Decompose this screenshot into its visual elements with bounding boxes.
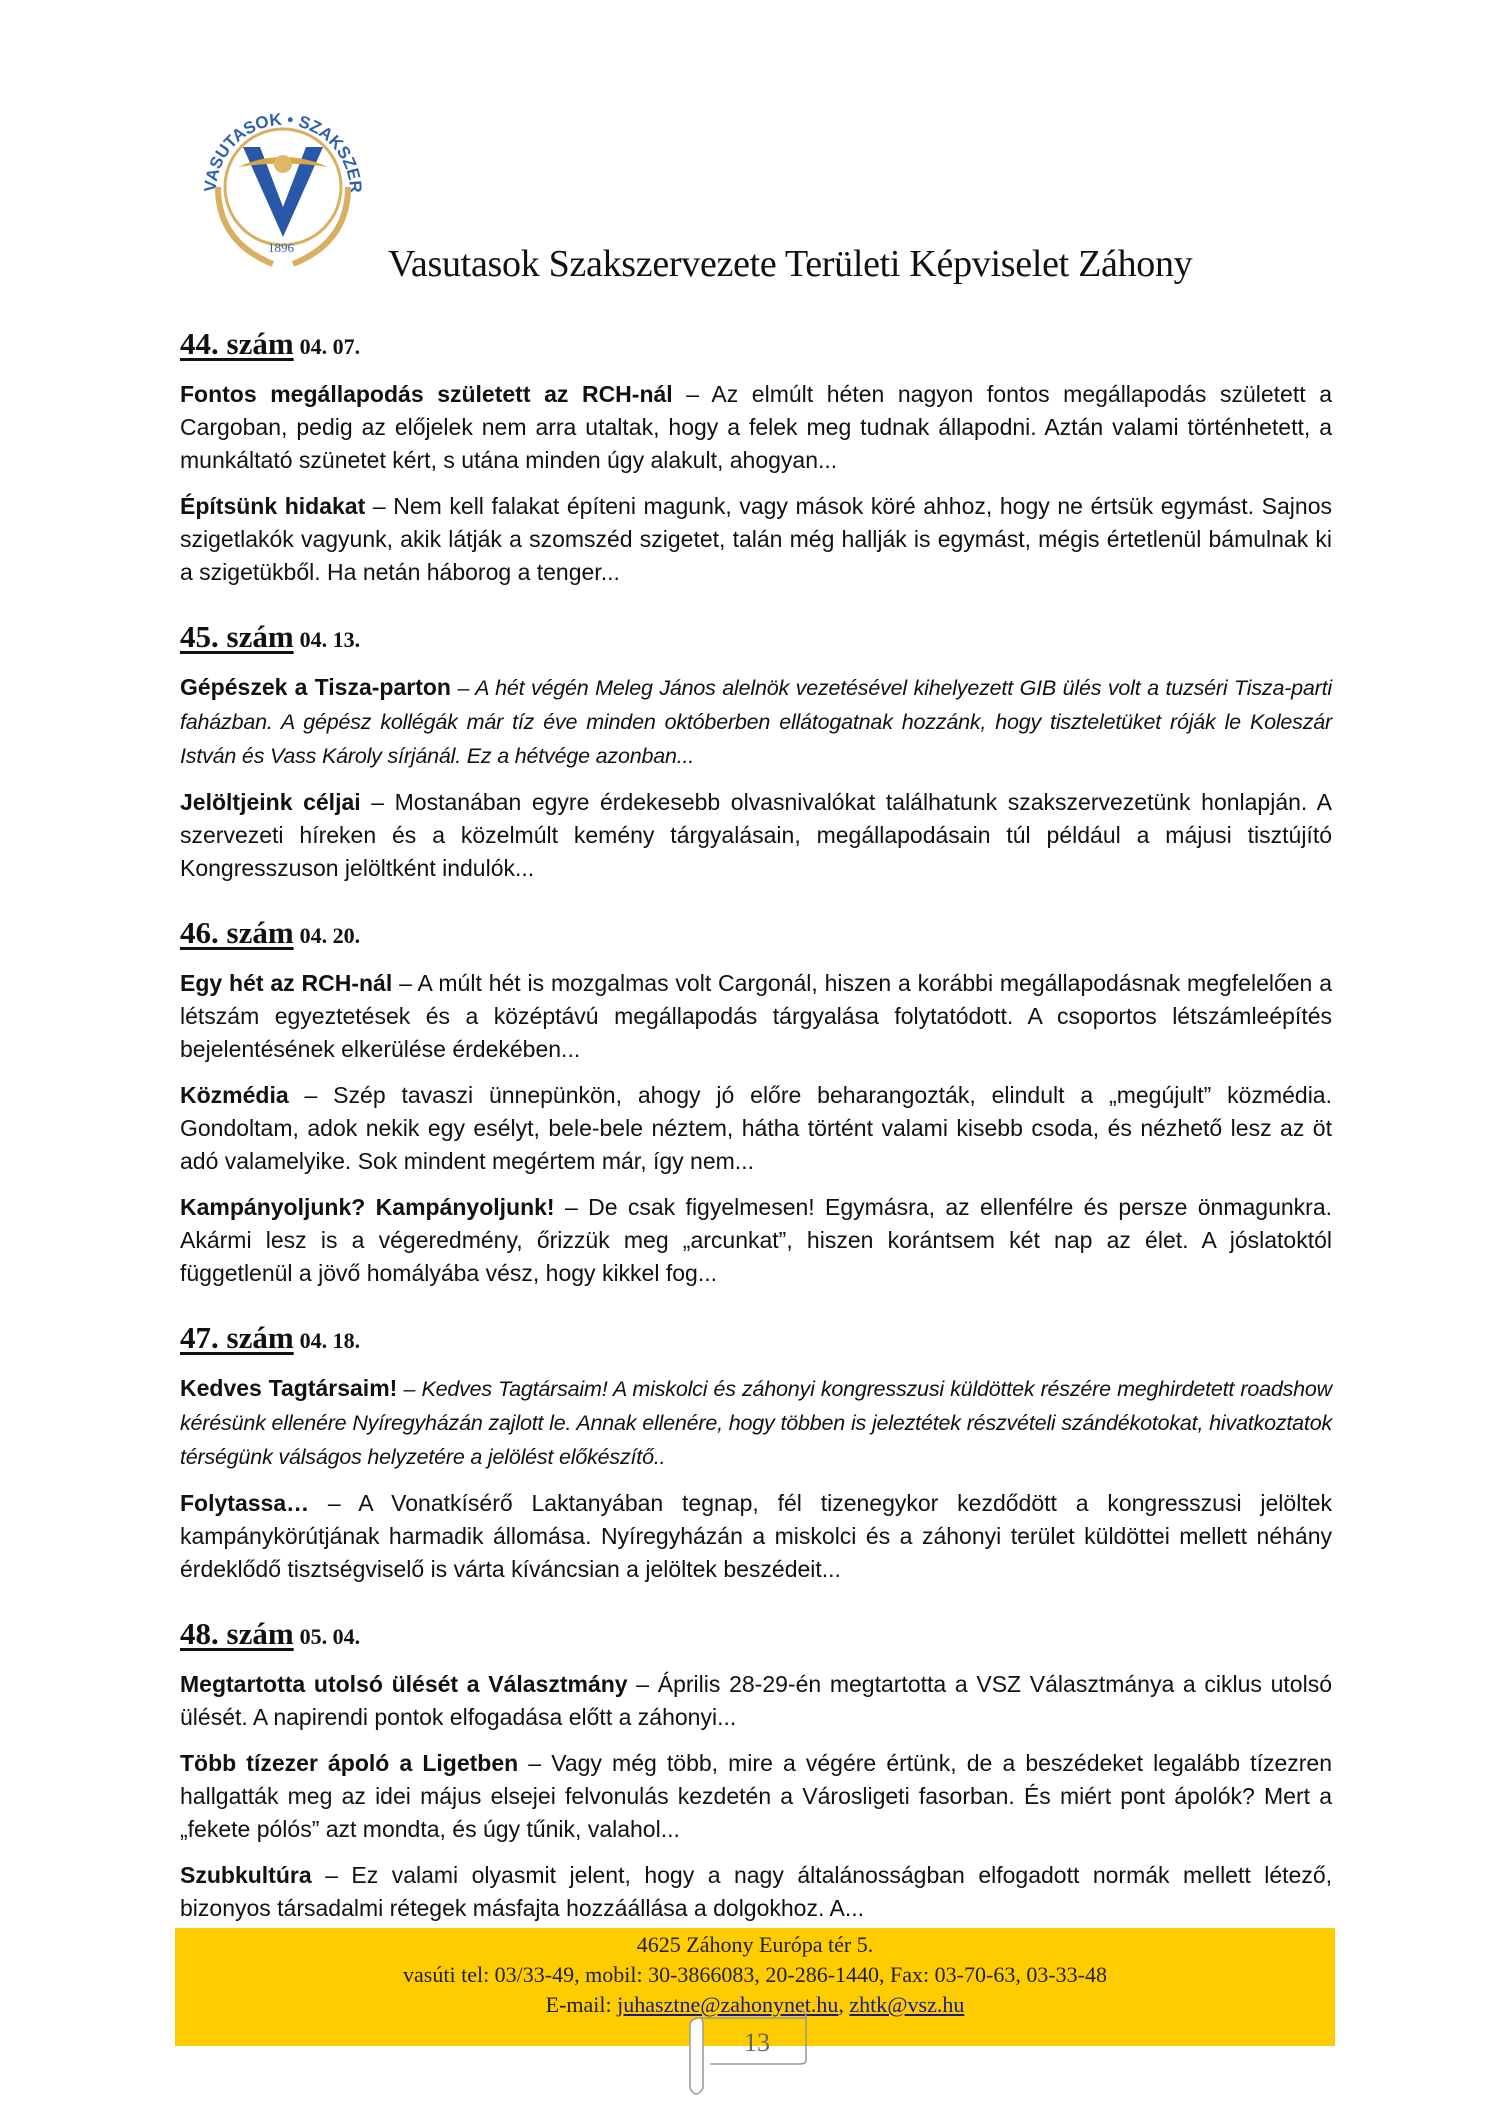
footer-phones: vasúti tel: 03/33-49, mobil: 30-3866083, 20-286-1440, Fax: 03-70-63, 03-33-48 [403, 1962, 1107, 1987]
article-title[interactable]: Megtartotta utolsó ülését a Választmány [180, 1671, 628, 1697]
article-title[interactable]: Egy hét az RCH-nál [180, 970, 393, 996]
article-summary [180, 1079, 1332, 1178]
article-title[interactable]: Kedves Tagtársaim! [180, 1375, 398, 1401]
issue-date: 04. 07. [299, 334, 361, 359]
svg-text:VASUTASOK • SZAKSZERVEZETE: VASUTASOK • SZAKSZER [200, 109, 366, 194]
article-summary [180, 1668, 1332, 1734]
article-title[interactable]: Közmédia [180, 1082, 289, 1108]
issue-heading [180, 1316, 1332, 1360]
article-title[interactable]: Több tízezer ápoló a Ligetben [180, 1750, 519, 1776]
union-logo [188, 92, 378, 277]
article-excerpt: – Kedves Tagtársaim! A miskolci és záhonyi kongresszusi küldöttek részére meghirdetett roadshow kérésünk ellenére Nyíregyházán zajlott le. Annak ellenére, hogy többen is jeleztétek részvételi szándékotokat, hivatkoztatok térségünk válságos helyzetére a jelölést előkészítő.. [180, 1377, 1332, 1469]
page-number-scroll [688, 2008, 828, 2098]
article-title[interactable]: Fontos megállapodás született az RCH-nál [180, 381, 673, 407]
article-excerpt: – Az elmúlt héten nagyon fontos megállapodás született a Cargoban, pedig az előjelek nem arra utaltak, hogy a felek meg tudnak állapodni. Aztán valami történhetett, a munkáltató szünetet kért, s utána minden úgy alakult, ahogyan... [180, 381, 1332, 473]
article-summary [180, 1372, 1332, 1474]
issue-number: 48. szám [180, 1616, 294, 1651]
article-title[interactable]: Gépészek a Tisza-parton [180, 674, 451, 700]
issue-section [180, 615, 1332, 885]
issue-heading [180, 615, 1332, 659]
issue-heading [180, 322, 1332, 366]
article-summary [180, 967, 1332, 1066]
article-summary [180, 378, 1332, 477]
newsletter-content [180, 322, 1332, 1951]
article-excerpt: – De csak figyelmesen! Egymásra, az ellenfélre és persze önmagunkra. Akármi lesz is a végeredmény, őrizzük meg „arcunkat”, hiszen korántsem két nap az élet. A jóslatoktól függetlenül a jövő homályába vész, hogy kikkel fog... [180, 1194, 1332, 1286]
page-number: 13 [744, 2028, 770, 2057]
article-excerpt: – A múlt hét is mozgalmas volt Cargonál, hiszen a korábbi megállapodásnak megfelelően a létszám egyeztetések és a középtávú megállapodás tárgyalása folytatódott. A csoportos létszámleépítés bejelentésének elkerülése érdekében... [180, 970, 1332, 1062]
issue-section [180, 1612, 1332, 1925]
article-excerpt: – Vagy még több, mire a végére értünk, de a beszédeket legalább tízezren hallgatták meg az idei május elsejei felvonulás kezdetén a Városligeti fasorban. És miért pont ápolók? Mert a „fekete pólós” azt mondta, és úgy tűnik, valahol... [180, 1750, 1332, 1842]
document-title: Vasutasok Szakszervezete Területi Képviselet Záhony [388, 243, 1193, 285]
email-separator: , [838, 1992, 850, 2017]
email-link-zhtk[interactable]: zhtk@vsz.hu [849, 1992, 965, 2017]
issue-number: 46. szám [180, 915, 294, 950]
article-excerpt: – A hét végén Meleg János alelnök vezetésével kihelyezett GIB ülés volt a tuzséri Tisza-parti faházban. A gépész kollégák már tíz éve minden októberben ellátogatnak hozzánk, hogy tiszteletüket róják le Koleszár István és Vass Károly sírjánál. Ez a hétvége azonban... [180, 676, 1332, 768]
issue-date: 04. 20. [299, 923, 361, 948]
article-summary [180, 786, 1332, 885]
article-summary [180, 490, 1332, 589]
issue-date: 05. 04. [299, 1624, 361, 1649]
article-excerpt: – Ez valami olyasmit jelent, hogy a nagy általánosságban elfogadott normák mellett létező, bizonyos társadalmi rétegek másfajta hozzáállása a dolgokhoz. A... [180, 1862, 1332, 1921]
issue-date: 04. 13. [299, 627, 361, 652]
article-summary [180, 1859, 1332, 1925]
issue-heading [180, 1612, 1332, 1656]
article-excerpt: – Szép tavaszi ünnepünkön, ahogy jó előre beharangozták, elindult a „megújult” közmédia. Gondoltam, adok nekik egy esélyt, bele-bele néztem, hátha történt valami kisebb csoda, és nézhető lesz az öt adó valamelyike. Sok mindent megértem már, így nem... [180, 1082, 1332, 1174]
issue-heading [180, 911, 1332, 955]
issue-number: 47. szám [180, 1320, 294, 1355]
article-excerpt: – Április 28-29-én megtartotta a VSZ Választmánya a ciklus utolsó ülését. A napirendi pontok elfogadása előtt a záhonyi... [180, 1671, 1332, 1730]
email-link-juhasztne[interactable]: juhasztne@zahonynet.hu [617, 1992, 839, 2017]
issue-number: 45. szám [180, 619, 294, 654]
article-excerpt: – A Vonatkísérő Laktanyában tegnap, fél tizenegykor kezdődött a kongresszusi jelöltek kampánykörútjának harmadik állomása. Nyíregyházán a miskolci és a záhonyi terület küldöttei mellett néhány érdeklődő tisztségviselő is várta kíváncsian a jelöltek beszédeit... [180, 1490, 1332, 1582]
issue-date: 04. 18. [299, 1328, 361, 1353]
article-summary [180, 1487, 1332, 1586]
article-title[interactable]: Jelöltjeink céljai [180, 789, 361, 815]
article-summary [180, 1191, 1332, 1290]
footer-address: 4625 Záhony Európa tér 5. [636, 1932, 874, 1957]
article-title[interactable]: Folytassa… [180, 1490, 310, 1516]
article-excerpt: – Mostanában egyre érdekesebb olvasnivalókat találhatunk szakszervezetünk honlapján. A szervezeti híreken és a közelmúlt kemény tárgyalásain, megállapodásain túl például a májusi tisztújító Kongresszuson jelöltként indulók... [180, 789, 1332, 881]
issue-number: 44. szám [180, 326, 294, 361]
article-summary [180, 671, 1332, 773]
email-label: E-mail: [545, 1992, 618, 2017]
article-excerpt: – Nem kell falakat építeni magunk, vagy mások köré ahhoz, hogy ne értsük egymást. Sajnos szigetlakók vagyunk, akik látják a szomszéd szigetet, talán még hallják is egymást, mégis értetlenül bámulnak ki a szigetükből. Ha netán háborog a tenger... [180, 493, 1332, 585]
article-title[interactable]: Szubkultúra [180, 1862, 312, 1888]
issue-section [180, 911, 1332, 1290]
article-summary [180, 1747, 1332, 1846]
article-title[interactable]: Építsünk hidakat [180, 493, 366, 519]
issue-section [180, 322, 1332, 589]
article-title[interactable]: Kampányoljunk? Kampányoljunk! [180, 1194, 555, 1220]
svg-text:1896: 1896 [268, 240, 294, 255]
issue-section [180, 1316, 1332, 1586]
